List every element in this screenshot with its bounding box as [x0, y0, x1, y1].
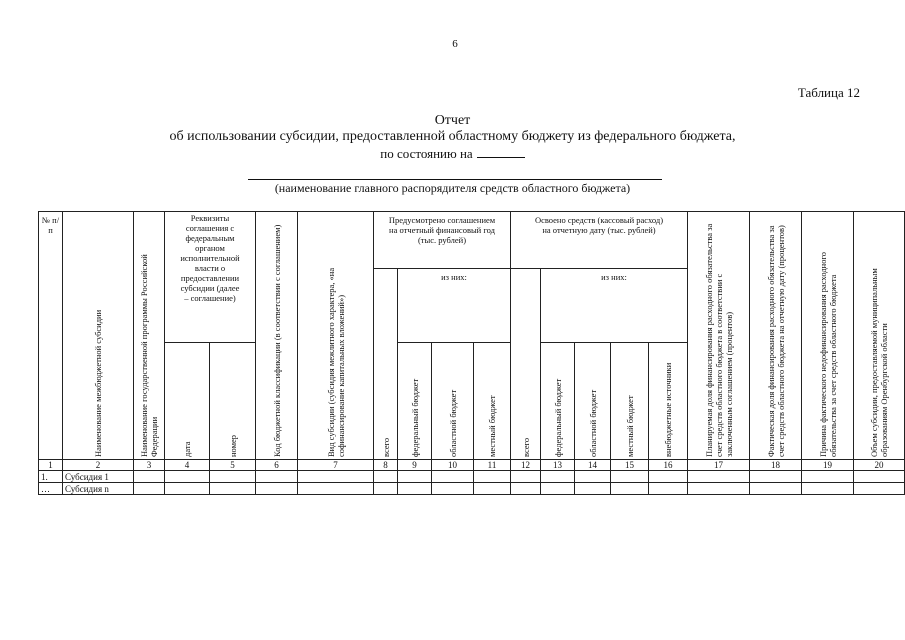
table-cell [649, 483, 688, 495]
report-subtitle: об использовании субсидии, предоставленной областному бюджету из федерального бюджета, [169, 129, 736, 144]
table-row [39, 471, 905, 483]
table-cell [611, 471, 649, 483]
table-cell [210, 483, 256, 495]
column-number: 17 [688, 460, 750, 471]
table-cell [750, 483, 802, 495]
column-number: 15 [611, 460, 649, 471]
table-cell [854, 471, 905, 483]
column-number-row [39, 460, 905, 471]
column-number: 10 [432, 460, 474, 471]
column-number: 18 [750, 460, 802, 471]
table-cell [649, 471, 688, 483]
column-number: 6 [256, 460, 298, 471]
header-type: Вид субсидии (субсидия межлитного характера, «на софинансирование капитальных вложений») [298, 212, 374, 460]
header-planned-total: всего [374, 269, 398, 460]
header-planned-regional: областной бюджет [432, 343, 474, 460]
header-mastered-regional: областной бюджет [575, 343, 611, 460]
column-number: 13 [541, 460, 575, 471]
column-number: 11 [474, 460, 511, 471]
header-planned-federal: федеральный бюджет [398, 343, 432, 460]
header-planned: Предусмотрено соглашением на отчетный финансовый год (тыс. рублей) [374, 212, 511, 269]
header-mastered: Освоено средств (кассовый расход) на отчетную дату (тыс. рублей) [511, 212, 688, 269]
row-num: 1. [39, 471, 63, 483]
report-date-line [0, 146, 905, 162]
column-number: 19 [802, 460, 854, 471]
table-cell [298, 471, 374, 483]
header-date: дата [165, 343, 210, 460]
table-cell [134, 471, 165, 483]
column-number: 12 [511, 460, 541, 471]
table-cell [298, 483, 374, 495]
page-number: 6 [452, 38, 458, 50]
header-planned-local: местный бюджет [474, 343, 511, 460]
header-requisites: Реквизиты соглашения с федеральным органом исполнительной власти о предоставлении субсидии (далее – соглашение) [165, 212, 256, 343]
header-planned-of-which: из них: [398, 269, 511, 343]
header-num: № п/п [39, 212, 63, 460]
header-col20: Объем субсидии, предоставляемой муниципальным образованиям Оренбургской области [854, 212, 905, 460]
column-number: 9 [398, 460, 432, 471]
row-num: … [39, 483, 63, 495]
table-cell [256, 471, 298, 483]
header-col17: Планируемая доля финансирования расходного обязательства за счет средств областного бюджета в соответствии с заключенным соглашением (процентов) [688, 212, 750, 460]
header-mastered-local: местный бюджет [611, 343, 649, 460]
column-number: 16 [649, 460, 688, 471]
table-cell [474, 471, 511, 483]
header-name: Наименование межбюджетной субсидии [63, 212, 134, 460]
table-cell [541, 483, 575, 495]
table-label: Таблица 12 [797, 85, 860, 100]
table-cell [575, 483, 611, 495]
header-mastered-federal: федеральный бюджет [541, 343, 575, 460]
column-number: 1 [39, 460, 63, 471]
header-mastered-offbudget: внебюджетные источники [649, 343, 688, 460]
header-col18: Фактическая доля финансирования расходного обязательства за счет средств областного бюджета на отчетную дату (процентов) [750, 212, 802, 460]
column-number: 5 [210, 460, 256, 471]
distributor-underline [248, 179, 662, 180]
table-cell [575, 471, 611, 483]
header-program: Наименование государственной программы Российской Федерации [134, 212, 165, 460]
report-date-label: по состоянию на [380, 146, 473, 161]
table-cell [611, 483, 649, 495]
table-cell [511, 471, 541, 483]
table-cell [474, 483, 511, 495]
table-cell [256, 483, 298, 495]
table-cell [432, 483, 474, 495]
table-cell [750, 471, 802, 483]
distributor-caption: (наименование главного распорядителя средств областного бюджета) [274, 181, 631, 195]
column-number: 4 [165, 460, 210, 471]
report-table [38, 211, 905, 495]
header-kbk: Код бюджетной классификации (в соответствии с соглашением) [256, 212, 298, 460]
table-cell [511, 483, 541, 495]
header-mastered-total: всего [511, 269, 541, 460]
table-cell [688, 483, 750, 495]
table-row [39, 483, 905, 495]
column-number: 3 [134, 460, 165, 471]
header-number: номер [210, 343, 256, 460]
column-number: 8 [374, 460, 398, 471]
column-number: 7 [298, 460, 374, 471]
table-cell [398, 471, 432, 483]
column-number: 20 [854, 460, 905, 471]
table-cell [398, 483, 432, 495]
table-cell [432, 471, 474, 483]
table-cell [165, 483, 210, 495]
table-cell [541, 471, 575, 483]
table-cell [165, 471, 210, 483]
report-title: Отчет [434, 113, 471, 128]
table-cell [688, 471, 750, 483]
table-cell [374, 471, 398, 483]
row-name: Субсидия 1 [63, 471, 134, 483]
table-cell [802, 483, 854, 495]
header-col19: Причина фактического недофинансирования расходного обязательства за счет средств областного бюджета [802, 212, 854, 460]
table-cell [374, 483, 398, 495]
table-cell [854, 483, 905, 495]
report-date-blank [477, 147, 525, 158]
table-cell [210, 471, 256, 483]
table-cell [134, 483, 165, 495]
table-cell [802, 471, 854, 483]
row-name: Субсидия n [63, 483, 134, 495]
column-number: 14 [575, 460, 611, 471]
column-number: 2 [63, 460, 134, 471]
header-mastered-of-which: из них: [541, 269, 688, 343]
